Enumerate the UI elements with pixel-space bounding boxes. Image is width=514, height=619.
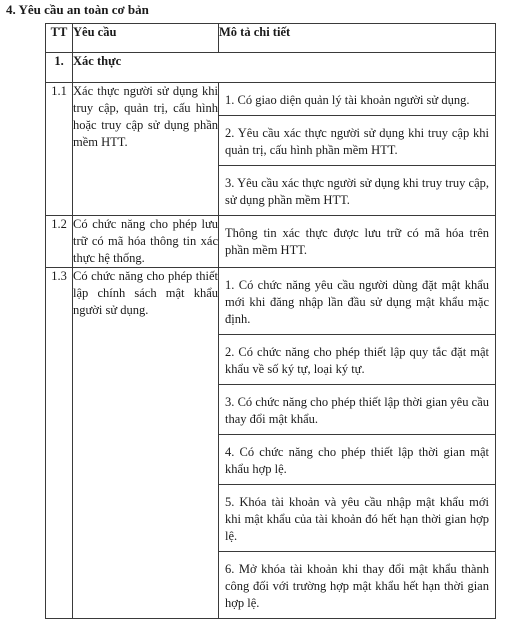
detail-item: 5. Khóa tài khoản và yêu cầu nhập mật khẩu mới khi mật khẩu của tài khoản đó hết hạn thời gian hợp lệ. (219, 484, 495, 551)
detail-item: Thông tin xác thực được lưu trữ có mã hóa trên phần mềm HTT. (225, 226, 489, 257)
row-requirement: Có chức năng cho phép thiết lập chính sách mật khẩu người sử dụng. (73, 268, 219, 619)
detail-item: 4. Có chức năng cho phép thiết lập thời gian mật khẩu hợp lệ. (219, 434, 495, 484)
row-number: 1.1 (46, 83, 73, 216)
group-number: 1. (46, 53, 73, 83)
detail-item: 1. Có giao diện quản lý tài khoản người sử dụng. (225, 93, 470, 107)
header-tt: TT (46, 24, 73, 53)
row-requirement: Có chức năng cho phép lưu trữ có mã hóa thông tin xác thực hệ thống. (73, 216, 219, 268)
detail-item: 2. Yêu cầu xác thực người sử dụng khi truy cập khi quản trị, cấu hình phần mềm HTT. (219, 115, 495, 165)
detail-item: 1. Có chức năng yêu cầu người dùng đặt mật khẩu mới khi đăng nhập lần đầu sử dụng mật khẩu mặc định. (225, 278, 489, 326)
row-number: 1.2 (46, 216, 73, 268)
table-row (46, 268, 496, 619)
section-title: 4. Yêu cầu an toàn cơ bản (6, 2, 149, 17)
table-header-row (46, 24, 496, 53)
table-row (46, 83, 496, 216)
detail-item: 3. Yêu cầu xác thực người sử dụng khi truy truy cập, sử dụng phần mềm HTT. (219, 165, 495, 215)
detail-item: 6. Mở khóa tài khoản khi thay đổi mật khẩu thành công đối với trường hợp mật khẩu hết hạn thời gian hợp lệ. (219, 551, 495, 618)
row-details (219, 268, 496, 619)
row-requirement: Xác thực người sử dụng khi truy cập, quản trị, cấu hình hoặc truy cập sử dụng phần mềm HTT. (73, 83, 219, 216)
detail-item: 2. Có chức năng cho phép thiết lập quy tắc đặt mật khẩu về số ký tự, loại ký tự. (219, 334, 495, 384)
row-number: 1.3 (46, 268, 73, 619)
header-description: Mô tả chi tiết (219, 24, 496, 53)
header-requirement: Yêu cầu (73, 24, 219, 53)
detail-item: 3. Có chức năng cho phép thiết lập thời gian yêu cầu thay đổi mật khẩu. (219, 384, 495, 434)
row-details (219, 216, 496, 268)
row-details (219, 83, 496, 216)
group-row (46, 53, 496, 83)
group-title: Xác thực (73, 53, 496, 83)
table-row (46, 216, 496, 268)
requirements-table (45, 23, 496, 619)
